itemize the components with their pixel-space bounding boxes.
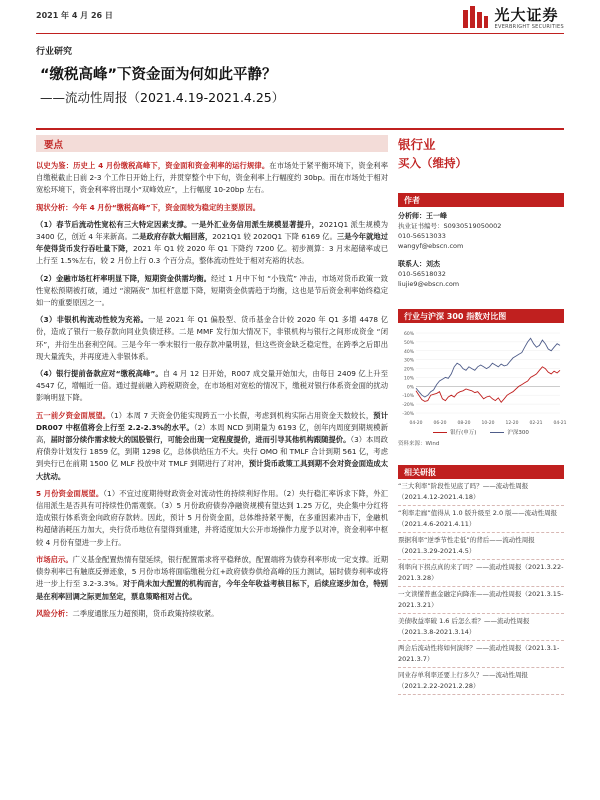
- related-report-item[interactable]: “三大利率”阶段性见底了吗？——流动性周报（2021.4.12-2021.4.18）: [398, 479, 564, 506]
- brand-name-cn: 光大证券: [494, 5, 559, 24]
- legend-csi300: [490, 428, 529, 436]
- factor-1-text-a: 2021Q1 派生规模为 3400 亿，创近 4 年来新高。: [36, 219, 388, 242]
- paragraph-factor-2: [36, 273, 388, 310]
- factor-3-text: 一是 2021 年 Q1 偏股型、货币基金合计较 2020 年 Q1 多增 4478 亿份，造成了银行一般存款向同业负债迁移。二是 MMF 发行加大情况下，非银机构与银行之间形成资金 “闭环”，并衍生出套利空间。三是今年一季末银行一般存款冲量明显，但这些资金缺乏稳定性，在跨季之后即出现大量流失，并再度进入非银体系。: [36, 315, 388, 361]
- paragraph-factor-3: [36, 314, 388, 363]
- market-bold: 对于尚未加大配置的机构而言，今年全年收益考核目标下，后续应逐步加仓，特别是在利率回调之际更加坚定，票息策略相对占优。: [36, 579, 388, 601]
- chart-header: 行业与沪深 300 指数对比图: [398, 309, 564, 323]
- factor-4-text: 自 4 月 12 日开始，R007 成交量开始加大，由每日 2409 亿上升至 4547 亿，增幅近一倍。通过提前融入跨税期资金，在市场相对宽松的情况下，缴税对银行体系资金面的扰动影响明显下降。: [36, 369, 388, 403]
- chart-svg: [398, 327, 567, 427]
- related-report-item[interactable]: 美债收益率破 1.6 后怎么看？——流动性周报（2021.3.8-2021.3.14）: [398, 614, 564, 641]
- x-tick-label: 08-20: [457, 421, 471, 426]
- industry-label: 银行业: [398, 137, 436, 152]
- analyst-email[interactable]: wangyf@ebscn.com: [398, 242, 464, 250]
- chart-source: 资料来源：Wind: [398, 441, 440, 447]
- related-reports-list: [398, 479, 564, 695]
- related-header: 相关研报: [398, 465, 564, 479]
- sidebar: [398, 137, 567, 695]
- mayday-bold-b: 届时部分续作需求较大的国股银行，可能会出现一定程度提价，进而引导其他机构跟随提价。: [50, 435, 351, 445]
- x-tick-label: 04-20: [409, 421, 423, 426]
- analyst-block-2: [398, 259, 564, 289]
- factor-1-text-c: 2021 年 Q1 较 2020 年 Q1 下降约 7200 亿。初步测算：3 月末超储率或已上行至 1.5%左右，较 2 月份上行 0.3 个百分点，整体流动性处于相对充裕的状态。: [36, 244, 389, 266]
- header-divider: [36, 33, 564, 34]
- factor-3-heading: （3）非银机构流动性较为充裕。: [36, 315, 149, 325]
- legend-bank-label: 银行(申万): [450, 430, 477, 436]
- author-header: 作者: [398, 193, 564, 207]
- legend-bank: [433, 428, 476, 436]
- risk-text: 二季度通胀压力超预期，货币政策持续收紧。: [72, 608, 219, 618]
- x-tick-label: 02-21: [529, 421, 543, 426]
- brand-logo: [461, 4, 564, 32]
- mayday-text-c: （3）本周政府债券计划发行 1859 亿，到期 1298 亿，总体供给压力不大。央行 OMO 和 TMLF 合计到期 561 亿，考虑到央行已在前期 1500 亿 MLF 投放中对 TMLF 到期进行了对冲，: [36, 435, 388, 469]
- paragraph-factor-4: [36, 368, 388, 405]
- may-heading: 5 月份资金面展望。: [36, 488, 104, 498]
- may-text: （1）不宜过度期待财政资金对流动性的持续利好作用。（2）央行稳汇率诉求下降，外汇信用派生是否具有可持续性仍需观察。（3）5 月份政府债券净融资规模有望达到 1.25 万亿，央企集中分红将造成银行体系资金向政府存款转。因此，预计 5 月份资金面，总体维持紧平衡，在多重因素冲击下，金融机构超储消耗压力加大，央行货币地位有望得到重建，并将适度加大公开市场操作力度予以对冲，资金利率中枢较 4 月份有望进一步上行。: [36, 488, 389, 547]
- analyst-block-1: [398, 211, 564, 251]
- title-divider: [36, 128, 564, 130]
- report-date: 2021 年 4 月 26 日: [36, 11, 113, 20]
- history-heading: 以史为鉴：历史上 4 月份缴税高峰下，资金面和资金利率的运行规律。: [36, 161, 270, 170]
- paragraph-market-implication: [36, 554, 388, 603]
- y-tick-label: 60%: [403, 332, 414, 337]
- series-line-csi300: [416, 338, 560, 397]
- y-tick-label: 0%: [406, 385, 414, 391]
- factor-1-bold-b: 二是政府存款大幅回落，: [131, 232, 213, 242]
- y-tick-label: 30%: [403, 358, 414, 364]
- x-tick-label: 12-20: [505, 421, 519, 426]
- contact-name: 联系人：刘杰: [398, 260, 440, 268]
- factor-2-text: 经过 1 月中下旬 “小钱荒” 冲击，市场对货币政策一致性宽松预期被打破，通过 “滚隔夜” 加杠杆意愿下降，短期资金供需趋于均衡，这也是节后资金利率始终稳定如一的重要原因之一。: [36, 273, 388, 308]
- paragraph-may-outlook: [36, 488, 388, 549]
- analyst-phone: 010-56513033: [398, 232, 446, 240]
- analyst-name: 分析师：王一峰: [398, 212, 447, 220]
- x-tick-label: 06-20: [433, 421, 447, 426]
- related-report-item[interactable]: 票据利率“逆季节性走低”的背后——流动性周报（2021.3.29-2021.4.5）: [398, 533, 564, 560]
- factor-1-heading: （1）春节后流动性宽松有三大特定因素支撑。一是外汇业务信用派生规模显著提升，: [36, 219, 320, 229]
- index-comparison-chart: [398, 327, 567, 427]
- related-report-item[interactable]: 同业存单利率还要上行多久？——流动性周报（2021.2.22-2021.2.28）: [398, 668, 564, 695]
- chart-legend: [398, 428, 564, 436]
- paragraph-analysis-heading: [36, 202, 388, 214]
- key-points-body: [36, 160, 388, 625]
- paragraph-risk: [36, 608, 388, 620]
- paragraph-factor-1: [36, 219, 388, 268]
- y-tick-label: 50%: [403, 340, 414, 346]
- y-tick-label: 10%: [403, 376, 414, 382]
- report-title: “缴税高峰”下资金面为何如此平静？: [40, 67, 277, 83]
- mayday-text-a: （1）本周 7 天资金仍能实现跨五一小长假，考虑到机构实际占用资金天数较长，: [110, 410, 374, 420]
- brand-logo-icon: [461, 4, 489, 32]
- key-points-header: [36, 135, 388, 152]
- key-points-label: 要点: [44, 140, 64, 151]
- related-report-item[interactable]: 两会后流动性将如何演绎？——流动性周报（2021.3.1-2021.3.7）: [398, 641, 564, 668]
- x-tick-label: 10-20: [481, 421, 495, 426]
- paragraph-mayday-outlook: [36, 410, 388, 483]
- brand-name-en: EVERBRIGHT SECURITIES: [494, 23, 564, 30]
- related-report-item[interactable]: 一文读懂普惠金融定向降准——流动性周报（2021.3.15-2021.3.21）: [398, 587, 564, 614]
- mayday-bold-a: 预计 DR007 中枢值将会上行至 2.2-2.3%的水平。: [36, 410, 389, 432]
- mayday-heading: 五一前夕资金面展望。: [36, 410, 111, 420]
- rating-label: 买入（维持）: [398, 156, 467, 170]
- y-tick-label: 40%: [403, 349, 414, 355]
- y-tick-label: -30%: [402, 412, 414, 417]
- history-text: 在市场处于紧平衡环境下，资金利率自缴税截止日前 2-3 个工作日开始上行，并贯穿整个中下旬，资金利率上行幅度约 30bp。而在市场处于相对宽松环境下，资金利率将出现小“双峰效应”，上行幅度 10-20bp 左右。: [36, 161, 389, 195]
- mayday-bold-c: 预计货币政策工具到期不会对资金面造成太大扰动。: [36, 459, 389, 481]
- risk-heading: 风险分析：: [36, 608, 73, 618]
- x-tick-label: 04-21: [553, 421, 567, 426]
- y-tick-label: -20%: [402, 403, 414, 409]
- factor-2-heading: （2）金融市场杠杆率明显下降，短期资金供需均衡。: [36, 273, 212, 283]
- series-line-bank: [416, 367, 560, 403]
- contact-email[interactable]: liujie9@ebscn.com: [398, 280, 460, 288]
- report-subtitle: ——流动性周报（2021.4.19-2021.4.25）: [40, 90, 285, 105]
- y-tick-label: -10%: [402, 394, 414, 400]
- market-heading: 市场启示。: [36, 554, 73, 564]
- factor-1-text-b: 2021Q1 较 2020Q1 下降 6169 亿。: [212, 232, 337, 242]
- legend-csi300-label: 沪深300: [507, 430, 529, 436]
- report-category: 行业研究: [36, 47, 73, 57]
- mayday-text-b: （2）本周 NCD 到期量为 6193 亿，创年内周度到期规模新高，: [36, 422, 388, 445]
- paragraph-history: [36, 160, 388, 197]
- market-text: 广义基金配置热情有望延续，银行配置需求将平稳释放，配置端将为债券利率形成一定支撑。近期债券利率已有触底反弹迹象，5 月份市场将面临缴税分红+政府债券供给高峰的压力测试，届时债券利率或将进一步上行至 3.2-3.3%。: [36, 554, 388, 589]
- factor-4-heading: （4）银行提前备款应对“缴税高峰”。: [36, 369, 163, 379]
- factor-1-bold-c: 三是今年就地过年使得货币发行吞吐量下降，: [36, 232, 389, 254]
- y-tick-label: 20%: [403, 367, 414, 373]
- analysis-heading: 现状分析：今年 4 月份“缴税高峰”下，资金面较为稳定的主要原因。: [36, 202, 261, 212]
- analyst-license: 执业证书编号：S0930519050002: [398, 222, 502, 230]
- related-report-item[interactable]: “利率走廊”值得从 1.0 版升级至 2.0 版——流动性周报（2021.4.6-2021.4.11）: [398, 506, 564, 533]
- contact-phone: 010-56518032: [398, 270, 446, 278]
- related-report-item[interactable]: 利率向下拐点真的来了吗？——流动性周报（2021.3.22-2021.3.28）: [398, 560, 564, 587]
